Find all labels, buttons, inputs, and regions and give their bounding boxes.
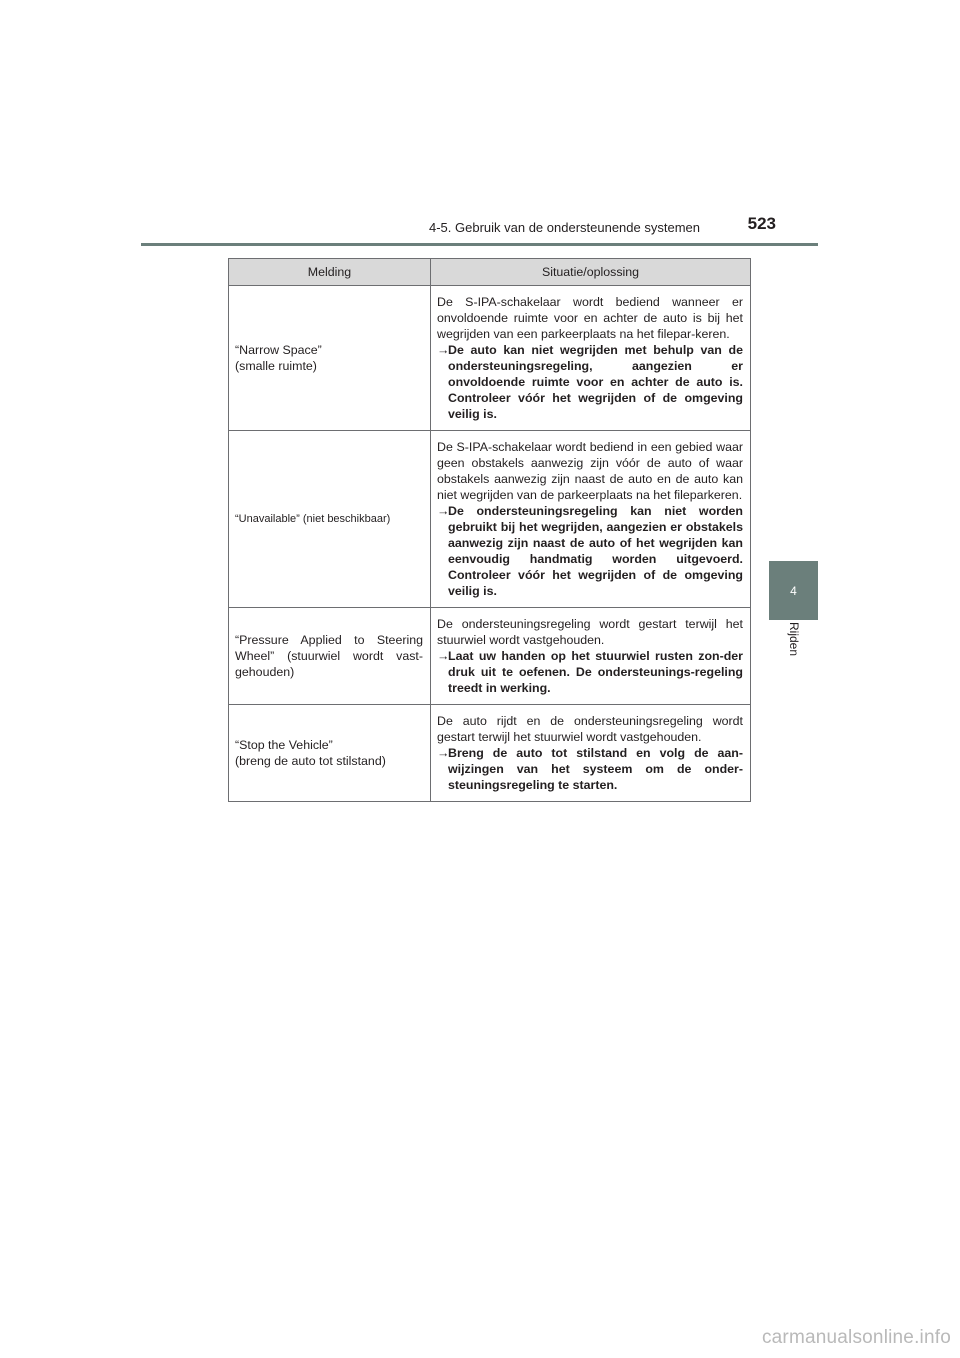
header-rule [141, 243, 818, 246]
message-line: (smalle ruimte) [235, 359, 317, 373]
solution-cell [431, 705, 751, 802]
chapter-tab [769, 561, 818, 620]
table-row [229, 705, 751, 802]
table-row [229, 431, 751, 608]
message-cell [229, 431, 431, 608]
table-header-row [229, 259, 751, 286]
situation-text: De S-IPA-schakelaar wordt bediend in een gebied waar geen obstakels aanwezig zijn vóór de auto of waar obstakels aanwezig zijn naast de auto en de auto kan niet wegrijden van de parkeerplaats na het fileparkeren. [437, 440, 743, 502]
solution-cell [431, 608, 751, 705]
arrow-icon: → [437, 649, 450, 663]
watermark: carmanualsonline.info [761, 1327, 951, 1348]
situation-text: De S-IPA-schakelaar wordt bediend wanneer er onvoldoende ruimte voor en achter de auto is bij het wegrijden van een parkeerplaats na het filepar-keren. [437, 295, 743, 341]
action-text: Breng de auto tot stilstand en volg de aan-wijzingen van het systeem om de onder-steuningsregeling te starten. [448, 746, 743, 792]
column-header-message: Melding [229, 259, 431, 286]
column-header-solution: Situatie/oplossing [431, 259, 751, 286]
message-cell [229, 286, 431, 431]
action-item [437, 648, 743, 696]
arrow-icon: → [437, 746, 450, 760]
table-row [229, 286, 751, 431]
solution-cell [431, 431, 751, 608]
message-line: (breng de auto tot stilstand) [235, 754, 386, 768]
message-cell [229, 705, 431, 802]
action-item [437, 503, 743, 599]
message-line: “Unavailable” (niet beschikbaar) [235, 513, 391, 525]
arrow-icon: → [437, 504, 450, 518]
page-number: 523 [747, 214, 776, 233]
action-text: Laat uw handen op het stuurwiel rusten zon-der druk uit te oefenen. De ondersteunings-regeling treedt in werking. [448, 649, 743, 695]
action-text: De auto kan niet wegrijden met behulp van de ondersteuningsregeling, aangezien er onvoldoende ruimte voor en achter de auto is. Controleer vóór het wegrijden of de omgeving veilig is. [448, 343, 743, 421]
message-table [228, 258, 751, 802]
message-line: “Stop the Vehicle” [235, 738, 333, 752]
message-line: “Pressure Applied to Steering Wheel” (stuurwiel wordt vast-gehouden) [235, 633, 423, 679]
chapter-label: Rijden [787, 622, 801, 657]
solution-cell [431, 286, 751, 431]
situation-text: De ondersteuningsregeling wordt gestart terwijl het stuurwiel wordt vastgehouden. [437, 617, 743, 647]
chapter-number: 4 [790, 583, 797, 598]
action-text: De ondersteuningsregeling kan niet worden gebruikt bij het wegrijden, aangezien er obstakels aanwezig zijn naast de auto of het wegrijden kan eenvoudig handmatig worden uitgevoerd. Controleer vóór het wegrijden of de omgeving veilig is. [448, 504, 743, 598]
message-line: “Narrow Space” [235, 343, 322, 357]
section-title: 4-5. Gebruik van de ondersteunende systemen [428, 220, 700, 235]
table-row [229, 608, 751, 705]
action-item [437, 745, 743, 793]
situation-text: De auto rijdt en de ondersteuningsregeling wordt gestart terwijl het stuurwiel wordt vastgehouden. [437, 714, 743, 744]
message-cell [229, 608, 431, 705]
action-item [437, 342, 743, 422]
arrow-icon: → [437, 343, 450, 357]
